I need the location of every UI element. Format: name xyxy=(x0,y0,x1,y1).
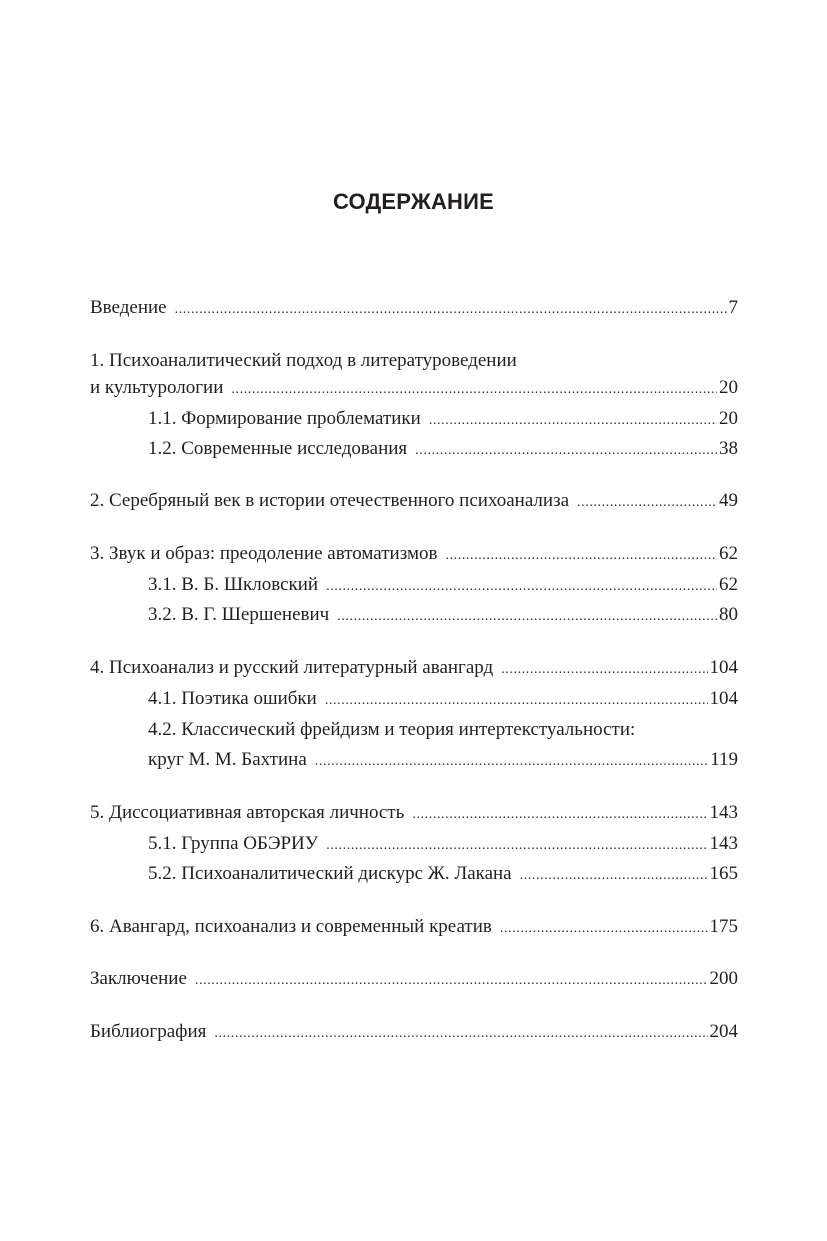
toc-entry-title: 1. Психоаналитический подход в литературоведении xyxy=(90,350,517,371)
toc-page-number: 104 xyxy=(709,688,738,709)
dot-leader xyxy=(412,801,707,829)
toc-entry-title: 4.2. Классический фрейдизм и теория интертекстуальности: xyxy=(148,719,636,740)
toc-page-number: 143 xyxy=(709,802,738,823)
toc-entry-chapter-3[interactable] xyxy=(90,540,738,568)
toc-entry-title: 5. Диссоциативная авторская личность xyxy=(90,802,405,823)
toc-page-number: 119 xyxy=(710,749,738,770)
dot-leader xyxy=(326,573,717,601)
toc-page-number: 49 xyxy=(719,490,738,511)
toc-entry-chapter-1-line-1[interactable] xyxy=(90,347,738,375)
toc-entry-title: Введение xyxy=(90,297,167,318)
toc-entry-section-5-1[interactable] xyxy=(148,830,738,858)
toc-entry-section-1-1[interactable] xyxy=(148,405,738,433)
toc-entry-bibliography[interactable] xyxy=(90,1018,738,1046)
dot-leader xyxy=(214,1020,707,1048)
dot-leader xyxy=(326,832,707,860)
toc-entry-section-3-1[interactable] xyxy=(148,571,738,599)
dot-leader xyxy=(337,603,717,631)
toc-page-number: 200 xyxy=(709,968,738,989)
toc-entry-title: 2. Серебряный век в истории отечественного психоанализа xyxy=(90,490,570,511)
toc-entry-chapter-2[interactable] xyxy=(90,487,738,515)
dot-leader xyxy=(175,296,727,324)
toc-entry-title: и культурологии xyxy=(90,377,224,398)
toc-page-number: 165 xyxy=(709,863,738,884)
toc-entry-title: 4. Психоанализ и русский литературный авангард xyxy=(90,657,494,678)
dot-leader xyxy=(501,656,707,684)
toc-page-number: 38 xyxy=(719,438,738,459)
toc-entry-chapter-6[interactable] xyxy=(90,913,738,941)
toc-entry-introduction[interactable] xyxy=(90,294,738,322)
dot-leader xyxy=(231,376,717,404)
dot-leader xyxy=(445,542,717,570)
toc-entry-section-4-2-line-1[interactable] xyxy=(148,716,738,744)
toc-entry-section-5-2[interactable] xyxy=(148,860,738,888)
dot-leader xyxy=(325,687,708,715)
toc-page-number: 20 xyxy=(719,408,738,429)
toc-entry-title: Заключение xyxy=(90,968,187,989)
dot-leader xyxy=(500,915,708,943)
toc-entry-chapter-4[interactable] xyxy=(90,654,738,682)
toc-page-number: 7 xyxy=(728,297,738,318)
toc-entry-title: 1.1. Формирование проблематики xyxy=(148,408,421,429)
toc-entry-section-3-2[interactable] xyxy=(148,601,738,629)
toc-entry-section-4-1[interactable] xyxy=(148,685,738,713)
toc-entry-title: 3.2. В. Г. Шершеневич xyxy=(148,604,330,625)
toc-page-number: 62 xyxy=(719,574,738,595)
toc-entry-chapter-5[interactable] xyxy=(90,799,738,827)
toc-entry-title: 1.2. Современные исследования xyxy=(148,438,408,459)
dot-leader xyxy=(520,862,708,890)
toc-entry-title: круг М. М. Бахтина xyxy=(148,749,307,770)
dot-leader xyxy=(195,967,708,995)
toc-page-number: 143 xyxy=(709,833,738,854)
toc-page-number: 20 xyxy=(719,377,738,398)
toc-entry-chapter-1-line-2[interactable] xyxy=(90,374,738,402)
toc-entry-title: Библиография xyxy=(90,1021,207,1042)
toc-entry-title: 6. Авангард, психоанализ и современный креатив xyxy=(90,916,492,937)
toc-entry-title: 5.2. Психоаналитический дискурс Ж. Лакана xyxy=(148,863,512,884)
toc-page-number: 62 xyxy=(719,543,738,564)
toc-entry-title: 3. Звук и образ: преодоление автоматизмов xyxy=(90,543,438,564)
dot-leader xyxy=(415,437,717,465)
toc-page-number: 80 xyxy=(719,604,738,625)
toc-entry-conclusion[interactable] xyxy=(90,965,738,993)
toc-entry-section-4-2-line-2[interactable] xyxy=(148,746,738,774)
page-title: СОДЕРЖАНИЕ xyxy=(332,189,495,214)
dot-leader xyxy=(577,489,717,517)
toc-page-number: 104 xyxy=(709,657,738,678)
toc-entry-title: 3.1. В. Б. Шкловский xyxy=(148,574,319,595)
toc-entry-title: 4.1. Поэтика ошибки xyxy=(148,688,317,709)
dot-leader xyxy=(315,748,708,776)
toc-page-number: 204 xyxy=(709,1021,738,1042)
dot-leader xyxy=(429,407,717,435)
toc-entry-section-1-2[interactable] xyxy=(148,435,738,463)
toc-entry-title: 5.1. Группа ОБЭРИУ xyxy=(148,833,319,854)
toc-page-number: 175 xyxy=(709,916,738,937)
